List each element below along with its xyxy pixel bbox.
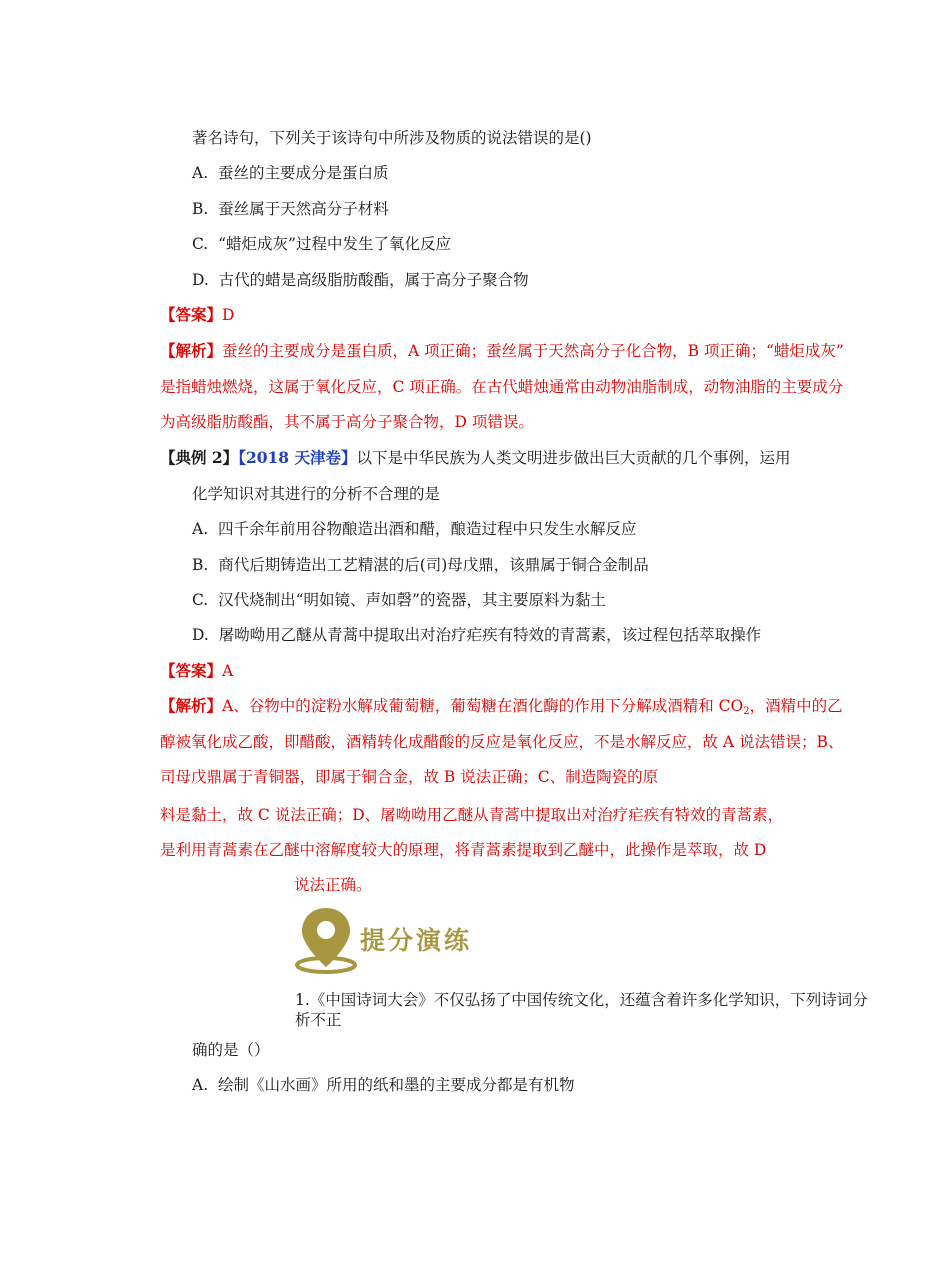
q1-answer [160,305,234,325]
answer-value: A [222,662,234,680]
section-title: 提分演练 [360,926,473,955]
q2-option-c [192,590,606,610]
option-text: 绘制《山水画》所用的纸和墨的主要成分都是有机物 [217,1076,575,1094]
option-label: C. [192,235,209,253]
q2-analysis-line-5: 是利用青蒿素在乙醚中溶解度较大的原理，将青蒿素提取到乙醚中，此操作是萃取，故 D [160,841,767,859]
option-label: A. [192,164,209,182]
q1-option-d [192,270,529,290]
analysis-tag: 【解析】 [160,341,223,360]
analysis-text: 蚕丝的主要成分是蛋白质，A 项正确；蚕丝属于天然高分子化合物，B 项正确；“蜡炬成灰” [222,342,844,360]
option-text: 蚕丝属于天然高分子材料 [218,200,389,218]
answer-tag: 【答案】 [160,305,223,324]
analysis-text: A、谷物中的淀粉水解成葡萄糖，葡萄糖在酒化酶的作用下分解成酒精和 CO [222,697,744,715]
q2-answer [160,661,233,681]
option-label: B. [192,556,209,574]
q1-option-c [192,234,451,254]
q1-analysis-line-2: 是指蜡烛燃烧，这属于氧化反应，C 项正确。在古代蜡烛通常由动物油脂制成，动物油脂的主要成分 [160,378,844,396]
option-text: 蚕丝的主要成分是蛋白质 [217,164,389,182]
option-label: A. [192,520,209,538]
option-text: 屠呦呦用乙醚从青蒿中提取出对治疗疟疾有特效的青蒿素，该过程包括萃取操作 [218,626,762,644]
q2-option-b [192,555,649,575]
practice-q1-stem: 1.《中国诗词大会》不仅弘扬了中国传统文化，还蕴含着许多化学知识，下列诗词分析不正 [295,991,868,1029]
practice-q1-stem-cont: 确的是（） [192,1041,270,1059]
q1-option-b [192,199,389,219]
q2-analysis-line-4: 料是黏土，故 C 说法正确；D、屠呦呦用乙醚从青蒿中提取出对治疗疟疾有特效的青蒿素， [160,806,784,824]
option-label: B. [192,200,209,218]
subscript: 2 [743,706,750,717]
option-label: D. [192,626,209,644]
option-text: 四千余年前用谷物酿造出酒和醋，酿造过程中只发生水解反应 [217,520,637,538]
answer-value: D [222,306,235,324]
q2-analysis-line-2: 醇被氧化成乙酸，即醋酸，酒精转化成醋酸的反应是氧化反应，不是水解反应，故 A 说法错误；B、 [160,733,844,751]
answer-tag: 【答案】 [160,661,223,680]
q2-stem-cont: 化学知识对其进行的分析不合理的是 [192,485,441,503]
example-tag: 【典例 2】 [160,448,239,467]
q2-analysis-line-1 [160,696,843,716]
option-label: C. [192,591,209,609]
option-text: “蜡炬成灰”过程中发生了氧化反应 [218,235,451,253]
q2-option-d [192,625,761,645]
q1-analysis-line-1 [160,341,844,361]
option-label: D. [192,271,209,289]
section-logo [294,905,494,975]
option-text: 商代后期铸造出工艺精湛的后(司)母戊鼎，该鼎属于铜合金制品 [218,556,649,574]
q2-analysis-line-6: 说法正确。 [294,876,372,894]
option-text: 古代的蜡是高级脂肪酸酯，属于高分子聚合物 [218,271,529,289]
option-label: A. [192,1076,209,1094]
q2-header [160,448,791,468]
q2-option-a [192,519,637,539]
analysis-tag: 【解析】 [160,696,223,715]
option-text: 汉代烧制出“明如镜、声如磬”的瓷器，其主要原料为黏土 [218,591,606,609]
q2-stem: 以下是中华民族为人类文明进步做出巨大贡献的几个事例，运用 [356,449,791,467]
source-tag: 【2018 天津卷】 [238,448,357,467]
q2-analysis-line-3: 司母戊鼎属于青铜器，即属于铜合金，故 B 说法正确；C、制造陶瓷的原 [160,768,659,786]
practice-q1-option-a [192,1075,575,1095]
q1-analysis-line-3: 为高级脂肪酸酯，其不属于高分子聚合物，D 项错误。 [160,413,534,431]
q1-stem: 著名诗句，下列关于该诗句中所涉及物质的说法错误的是() [192,129,592,147]
analysis-text: ，酒精中的乙 [749,697,843,715]
q1-option-a [192,163,389,183]
